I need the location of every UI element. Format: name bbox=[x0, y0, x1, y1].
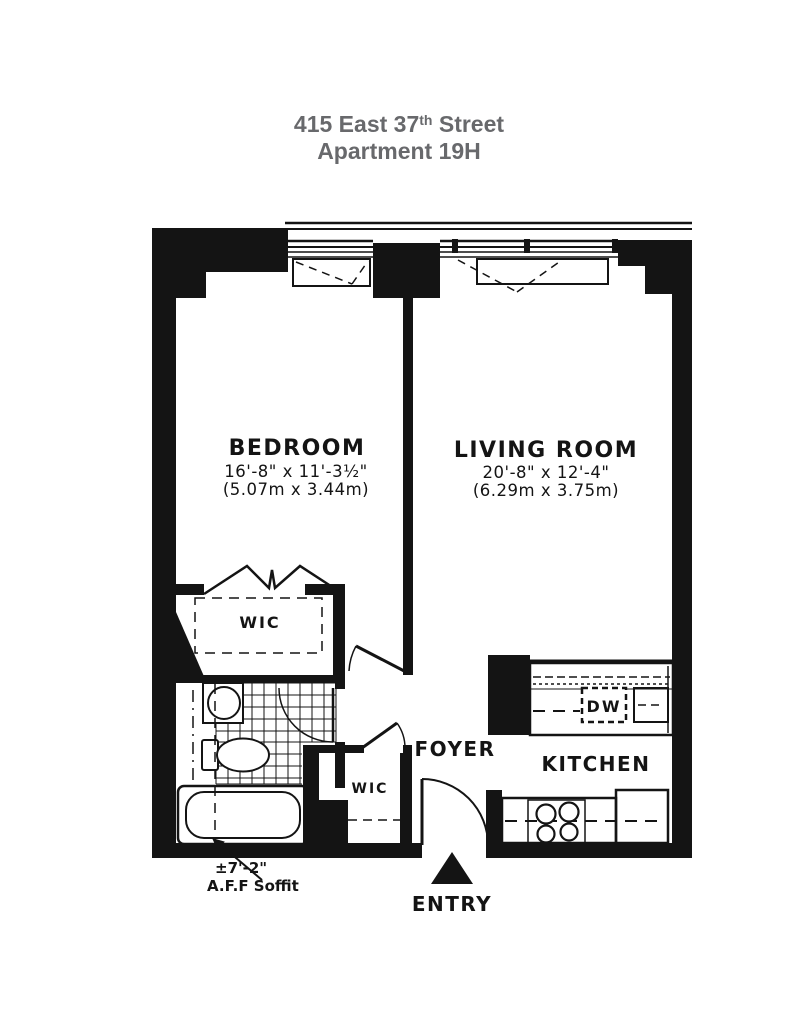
stove-burner bbox=[538, 826, 555, 843]
wic2-door-swing bbox=[397, 723, 405, 748]
wic2-label: WIC bbox=[351, 781, 389, 797]
bedroom-window bbox=[288, 241, 373, 286]
stove-burner bbox=[537, 805, 556, 824]
window-mullion bbox=[524, 239, 530, 253]
entry-door-swing bbox=[422, 779, 488, 845]
bedroom-convector bbox=[293, 259, 370, 286]
title-apartment: Apartment 19H bbox=[317, 138, 481, 164]
toilet-bowl bbox=[217, 739, 269, 772]
wic2-right-wall bbox=[400, 753, 412, 845]
bedroom-dims-metric: (5.07m x 3.44m) bbox=[222, 480, 370, 499]
bedroom-room bbox=[223, 436, 369, 499]
title-address bbox=[294, 111, 504, 137]
plan-title bbox=[294, 111, 504, 164]
entry-arrow-icon bbox=[431, 852, 473, 884]
living-room-dims-metric: (6.29m x 3.75m) bbox=[472, 481, 620, 500]
wic2-door bbox=[362, 723, 405, 748]
dishwasher-label: DW bbox=[586, 697, 622, 716]
wic2-door-leaf bbox=[362, 723, 397, 748]
wic1-right-wall bbox=[333, 588, 345, 683]
bathroom-door bbox=[279, 688, 333, 742]
bedroom-dims-imperial: 16'-8" x 11'-3½" bbox=[224, 462, 368, 481]
bedroom-label: BEDROOM bbox=[228, 436, 366, 461]
living-room-window bbox=[440, 239, 618, 292]
living-room-dims-imperial: 20'-8" x 12'-4" bbox=[482, 463, 610, 482]
window-mullion bbox=[452, 239, 458, 253]
bedroom-door bbox=[349, 646, 408, 673]
wall-right-band bbox=[672, 240, 692, 858]
wall-bottom-right bbox=[486, 843, 692, 858]
walk-in-closet-2 bbox=[303, 723, 412, 845]
kitchen-upper-counter bbox=[530, 663, 673, 735]
bathroom-sink bbox=[208, 687, 240, 719]
wic1-left-stub bbox=[176, 584, 204, 595]
soffit-note-line1: ±7'-2" bbox=[215, 859, 268, 877]
wic1-bottom-wall bbox=[176, 675, 345, 683]
kitchen-lower-counter bbox=[486, 790, 668, 843]
bathroom-door-head-stub bbox=[335, 683, 345, 689]
stove-burner bbox=[560, 803, 579, 822]
wic1-label: WIC bbox=[239, 613, 281, 632]
wic2-top-wall bbox=[319, 745, 364, 753]
entry-door bbox=[422, 779, 488, 845]
soffit-note-line2: A.F.F Soffit bbox=[207, 877, 299, 895]
kitchen-label: KITCHEN bbox=[541, 752, 651, 776]
living-room-label: LIVING ROOM bbox=[453, 438, 639, 463]
bathroom-door-swing bbox=[279, 688, 333, 742]
title-address-sup: th bbox=[419, 112, 433, 128]
wic2-corner-block bbox=[303, 800, 348, 845]
kitchen-left-stub bbox=[488, 655, 530, 735]
wall-left-wedge bbox=[176, 612, 206, 681]
bathtub-outer bbox=[178, 786, 308, 844]
bedroom-door-leaf bbox=[356, 646, 408, 673]
kitchen-lower-stub bbox=[486, 790, 502, 843]
foyer-label: FOYER bbox=[414, 737, 496, 761]
wall-left-band bbox=[152, 228, 176, 858]
wall-bedroom-living-partition bbox=[403, 295, 413, 675]
stove-burner bbox=[561, 824, 578, 841]
kitchen bbox=[486, 655, 673, 843]
entry bbox=[412, 779, 492, 916]
wall-top-left-pier bbox=[152, 228, 206, 298]
title-address-main: 415 East 37 bbox=[293, 111, 420, 137]
wall-mid-pier bbox=[373, 243, 440, 298]
window-mullion bbox=[612, 239, 618, 253]
title-address-tail: Street bbox=[432, 111, 505, 137]
refrigerator bbox=[616, 790, 668, 843]
living-room bbox=[454, 438, 638, 500]
bedroom-door-swing bbox=[349, 646, 356, 671]
walk-in-closet-1 bbox=[176, 566, 345, 683]
entry-label: ENTRY bbox=[411, 892, 493, 916]
